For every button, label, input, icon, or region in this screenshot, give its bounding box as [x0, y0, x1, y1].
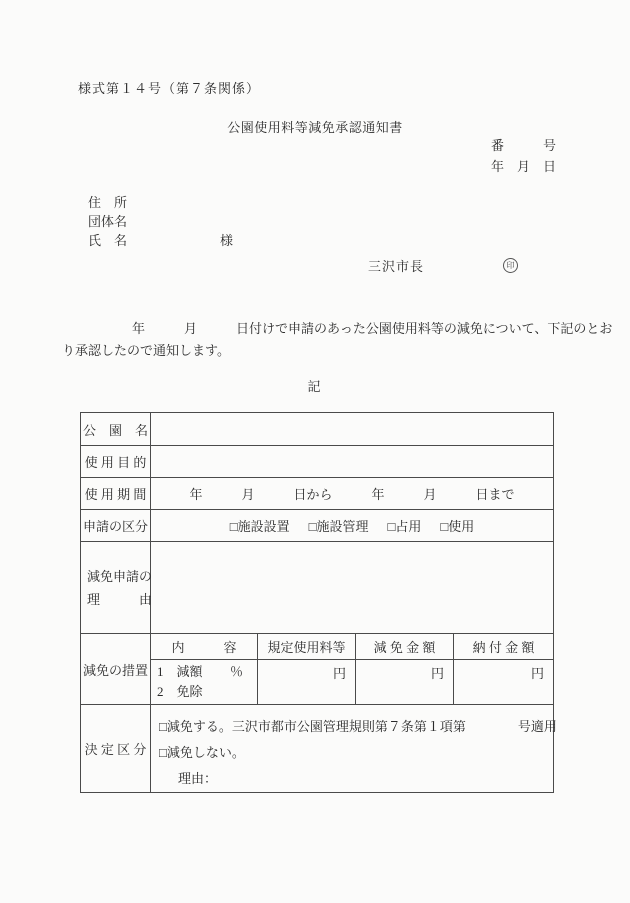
- reason-label: [81, 542, 151, 634]
- category-option-label: 使用: [448, 519, 475, 534]
- checkbox-icon: □: [387, 519, 396, 534]
- table-row: [81, 634, 554, 660]
- table-row: [81, 705, 554, 793]
- measure-header-content: 内 容: [151, 634, 258, 660]
- category-option-facility-manage: [309, 516, 369, 535]
- purpose-label: 使 用 目 的: [81, 446, 151, 478]
- group-name-label: 団体名: [88, 214, 128, 229]
- reason-label-line2: 理 由: [87, 591, 153, 607]
- body-line-2: り承認したので通知します。: [62, 343, 230, 358]
- decision-cell: [151, 705, 557, 793]
- notice-table: [80, 412, 557, 793]
- record-mark: 記: [307, 379, 323, 394]
- table-row: [81, 510, 554, 542]
- addressee-block: [88, 193, 233, 250]
- measure-item-2: 2 免除: [157, 684, 203, 699]
- table-row: [81, 478, 554, 510]
- table-row: [81, 446, 554, 478]
- measure-header-reduction-amount: 減 免 金 額: [356, 634, 454, 660]
- measure-label: 減免の措置: [81, 634, 151, 705]
- table-row: [81, 413, 554, 446]
- document-title: 公園使用料等減免承認通知書: [227, 120, 403, 135]
- decision-reason-label: 理由：: [178, 771, 218, 786]
- decision-label: 決 定 区 分: [81, 705, 151, 793]
- measure-header-standard-fee: 規定使用料等: [258, 634, 356, 660]
- table-row: [81, 660, 554, 705]
- category-option-label: 施設管理: [316, 519, 369, 534]
- payment-amount-value-cell: 円: [454, 660, 554, 705]
- measure-item-1: [151, 662, 257, 682]
- category-option-label: 占用: [395, 519, 422, 534]
- ref-date-label: 年 月 日: [490, 159, 556, 174]
- measure-item-1-text: 1 減額: [157, 664, 203, 679]
- measure-content-cell: [151, 660, 258, 705]
- category-options: [151, 516, 553, 535]
- decision-option-deny: [159, 740, 549, 766]
- category-option-facility-install: [230, 516, 290, 535]
- park-name-label: 公 園 名: [81, 413, 151, 446]
- checkbox-icon: □: [159, 745, 167, 760]
- checkbox-icon: □: [229, 519, 238, 534]
- category-label: 申請の区分: [81, 510, 151, 542]
- reference-block: [491, 135, 556, 177]
- period-label: 使 用 期 間: [81, 478, 151, 510]
- purpose-value-cell: [151, 446, 554, 478]
- reduction-amount-value-cell: 円: [356, 660, 454, 705]
- reason-label-line1: 減免申請の: [87, 568, 153, 584]
- measure-header-payment-amount: 納 付 金 額: [454, 634, 554, 660]
- standard-fee-value-cell: 円: [258, 660, 356, 705]
- body-paragraph: [62, 318, 613, 362]
- checkbox-icon: □: [159, 719, 167, 734]
- checkbox-icon: □: [440, 519, 449, 534]
- ref-number-label: 番 号: [490, 138, 556, 153]
- park-name-value-cell: [151, 413, 554, 446]
- decision-option-approve: [159, 714, 557, 740]
- sender-block: [368, 256, 424, 275]
- seal-icon: 印: [503, 258, 518, 273]
- address-label: 住 所: [88, 195, 128, 210]
- category-option-occupancy: [388, 516, 422, 535]
- reason-value-cell: [151, 542, 554, 634]
- decision-option-deny-text: 減免しない。: [166, 745, 245, 760]
- category-options-cell: [151, 510, 554, 542]
- table-row: [81, 542, 554, 634]
- sender-title: 三沢市長: [368, 259, 425, 274]
- body-line-1: 年 月 日付けで申請のあった公園使用料等の減免について、下記のとお: [132, 321, 613, 336]
- form-number: 様式第１４号（第７条関係）: [78, 81, 261, 96]
- name-label-line: [88, 231, 233, 250]
- decision-option-approve-text: 減免する。三沢市都市公園管理規則第７条第１項第 号適用: [166, 719, 557, 734]
- period-value-cell: 年 月 日から 年 月 日まで: [151, 478, 554, 510]
- category-option-label: 施設設置: [237, 519, 290, 534]
- measure-item-1-unit: ％: [229, 664, 243, 679]
- checkbox-icon: □: [308, 519, 317, 534]
- category-option-use: [440, 516, 474, 535]
- honorific: 様: [220, 233, 234, 248]
- name-label: 氏 名: [88, 233, 128, 248]
